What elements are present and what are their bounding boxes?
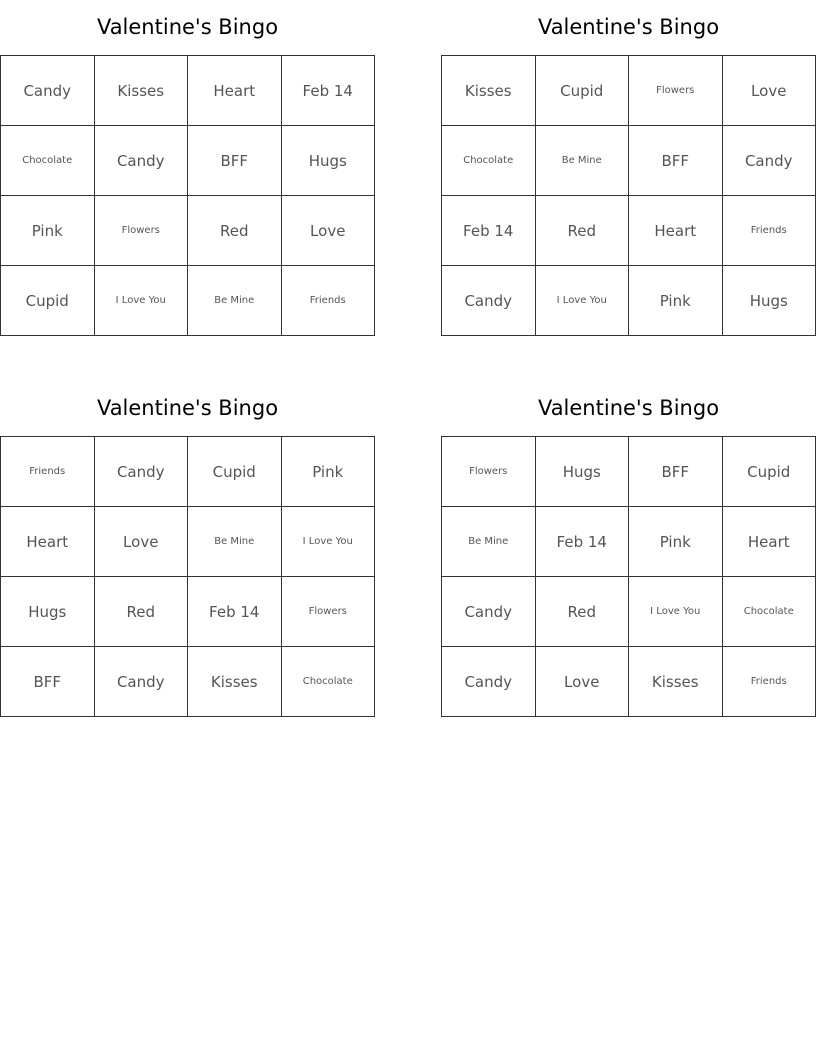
bingo-cell: Candy: [95, 437, 189, 507]
bingo-cell: Love: [282, 196, 376, 266]
bingo-cell: Red: [536, 196, 630, 266]
bingo-cell: Feb 14: [442, 196, 536, 266]
bingo-cell: I Love You: [536, 266, 630, 336]
card-title: Valentine's Bingo: [96, 15, 279, 39]
bingo-cell: Hugs: [536, 437, 630, 507]
bingo-cell: Cupid: [723, 437, 816, 507]
bingo-cell: Candy: [1, 56, 95, 126]
bingo-cell: Love: [723, 56, 816, 126]
bingo-cell: Be Mine: [536, 126, 630, 196]
bingo-cell: Cupid: [1, 266, 95, 336]
bingo-cell: Feb 14: [282, 56, 376, 126]
bingo-cell: Flowers: [95, 196, 189, 266]
bingo-card-1: [0, 0, 375, 336]
bingo-cell: Be Mine: [442, 507, 536, 577]
bingo-cell: Candy: [95, 126, 189, 196]
bingo-cell: Pink: [629, 507, 723, 577]
card-title: Valentine's Bingo: [537, 396, 720, 420]
bingo-cell: Hugs: [1, 577, 95, 647]
bingo-cell: Red: [95, 577, 189, 647]
bingo-cell: Kisses: [629, 647, 723, 717]
bingo-cell: Candy: [442, 266, 536, 336]
bingo-cell: Heart: [188, 56, 282, 126]
bingo-cell: Cupid: [536, 56, 630, 126]
card-title: Valentine's Bingo: [96, 396, 279, 420]
bingo-cell: Chocolate: [442, 126, 536, 196]
bingo-cell: Cupid: [188, 437, 282, 507]
bingo-cell: Kisses: [188, 647, 282, 717]
bingo-cell: Flowers: [282, 577, 376, 647]
bingo-card-2: [441, 0, 816, 336]
bingo-cell: Chocolate: [282, 647, 376, 717]
bingo-cell: Pink: [1, 196, 95, 266]
bingo-cell: Pink: [629, 266, 723, 336]
bingo-cell: Love: [536, 647, 630, 717]
bingo-cell: Friends: [1, 437, 95, 507]
bingo-cell: Friends: [723, 647, 816, 717]
bingo-cell: Pink: [282, 437, 376, 507]
bingo-cell: Hugs: [282, 126, 376, 196]
bingo-cell: Be Mine: [188, 266, 282, 336]
bingo-cell: Feb 14: [536, 507, 630, 577]
bingo-cell: Candy: [723, 126, 816, 196]
bingo-cell: I Love You: [95, 266, 189, 336]
bingo-grid: [441, 436, 816, 717]
bingo-cell: BFF: [629, 126, 723, 196]
bingo-cell: BFF: [629, 437, 723, 507]
bingo-grid: [0, 55, 375, 336]
bingo-cell: BFF: [188, 126, 282, 196]
bingo-cell: Candy: [95, 647, 189, 717]
bingo-cell: Feb 14: [188, 577, 282, 647]
bingo-cell: I Love You: [282, 507, 376, 577]
bingo-cell: Candy: [442, 577, 536, 647]
bingo-cell: Heart: [629, 196, 723, 266]
bingo-cell: Chocolate: [723, 577, 816, 647]
bingo-cell: Heart: [723, 507, 816, 577]
bingo-grid: [0, 436, 375, 717]
bingo-card-3: [0, 381, 375, 717]
bingo-cell: Be Mine: [188, 507, 282, 577]
bingo-cell: Hugs: [723, 266, 816, 336]
bingo-cell: Flowers: [629, 56, 723, 126]
bingo-cell: BFF: [1, 647, 95, 717]
card-title: Valentine's Bingo: [537, 15, 720, 39]
bingo-cell: Kisses: [442, 56, 536, 126]
bingo-cell: Candy: [442, 647, 536, 717]
bingo-cell: Kisses: [95, 56, 189, 126]
bingo-cell: Friends: [723, 196, 816, 266]
bingo-card-4: [441, 381, 816, 717]
bingo-cell: Love: [95, 507, 189, 577]
bingo-cell: Flowers: [442, 437, 536, 507]
bingo-cell: Friends: [282, 266, 376, 336]
bingo-cell: Heart: [1, 507, 95, 577]
bingo-grid: [441, 55, 816, 336]
bingo-cell: I Love You: [629, 577, 723, 647]
bingo-cell: Red: [188, 196, 282, 266]
bingo-cell: Red: [536, 577, 630, 647]
bingo-cell: Chocolate: [1, 126, 95, 196]
